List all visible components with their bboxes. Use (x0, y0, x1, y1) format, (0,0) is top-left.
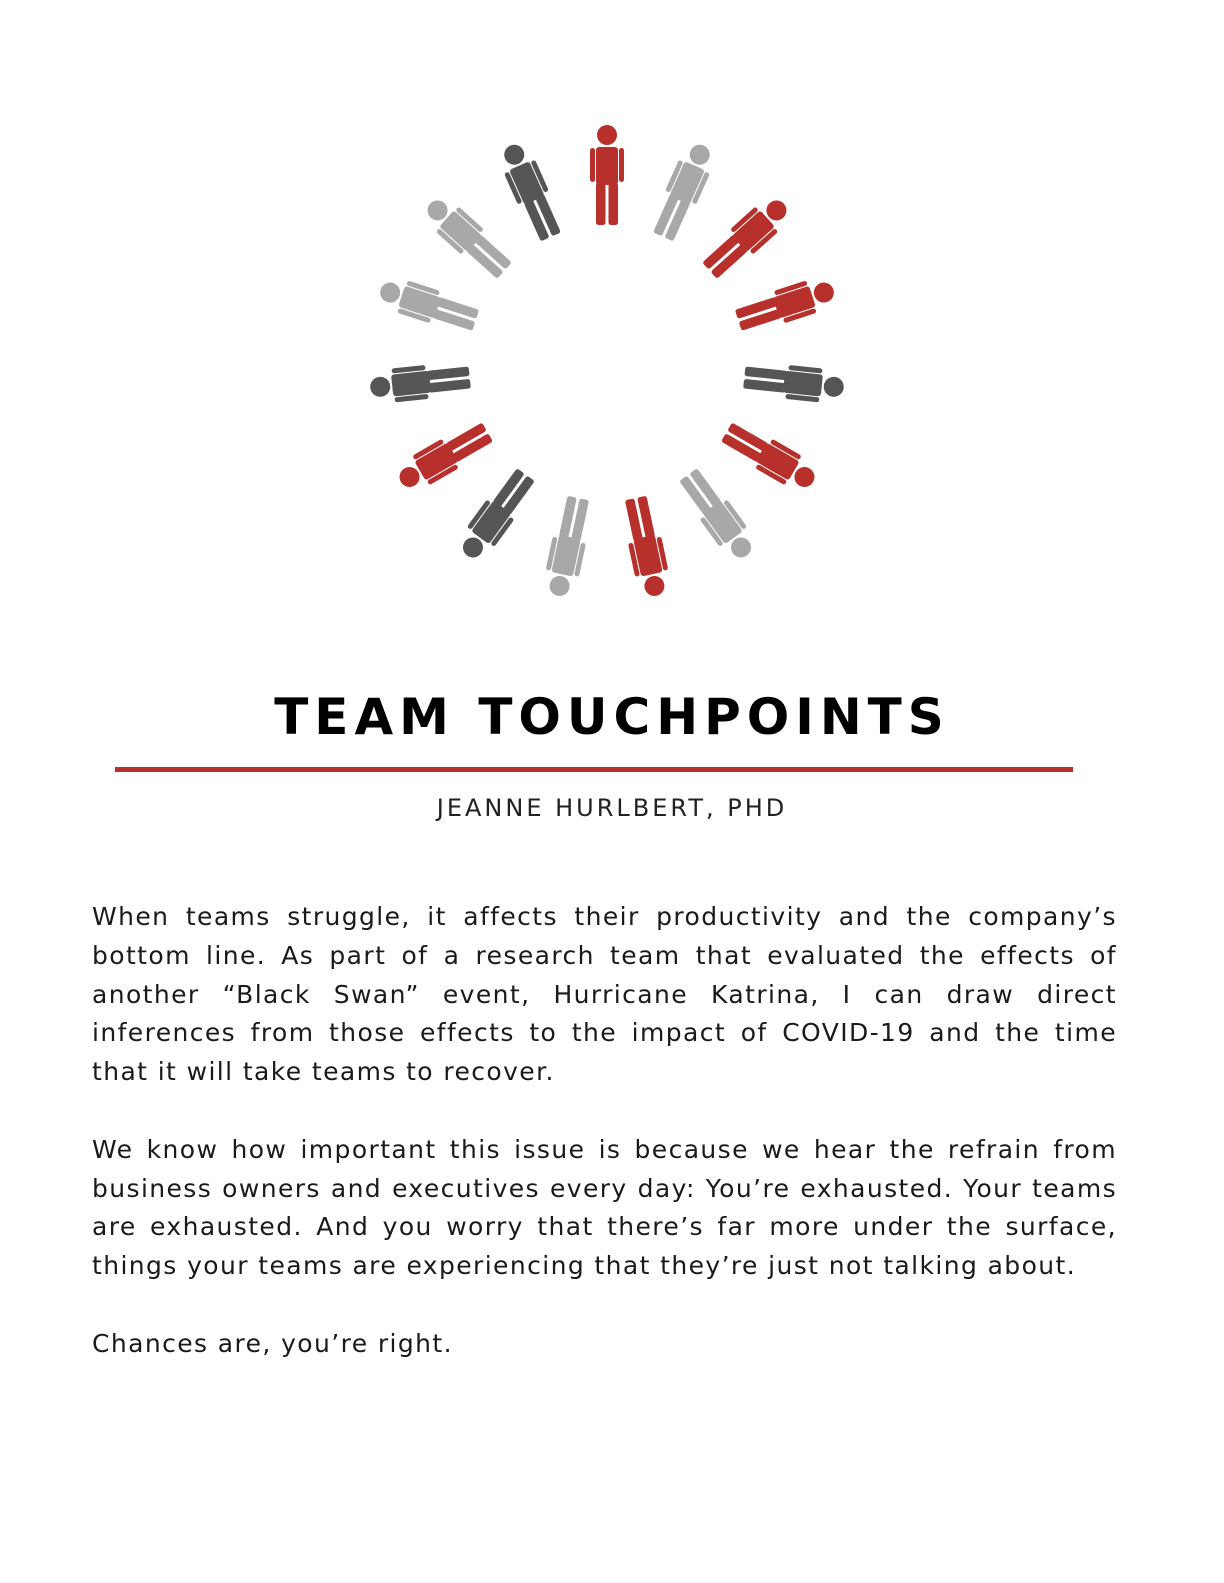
author-name: JEANNE HURLBERT, PHD (436, 794, 788, 822)
person-icon (648, 139, 720, 244)
person-icon (453, 465, 539, 566)
person-icon (369, 361, 472, 405)
title-divider (115, 767, 1073, 772)
person-icon (718, 417, 822, 496)
person-icon (392, 417, 496, 496)
person-icon (742, 361, 845, 405)
person-icon (619, 494, 673, 599)
person-icon (674, 465, 760, 566)
paragraph-3: Chances are, you’re right. (92, 1328, 453, 1358)
person-icon (541, 494, 595, 599)
person-icon (590, 125, 624, 225)
person-icon (419, 191, 516, 283)
person-icon (698, 191, 795, 283)
person-icon (495, 139, 567, 244)
paragraph-2: We know how important this issue is because we hear the refrain from business owners and executives every day: You’re exhausted. Your teams are exhausted. And you worry that there’s far more under the surface, things your teams are experiencing that they’re just not talking about. (92, 1134, 1117, 1281)
body-text (92, 898, 1117, 1402)
paragraph-1: When teams struggle, it affects their productivity and the company’s bottom line. As part of a research team that evaluated the effects of another “Black Swan” event, Hurricane Katrina, I can draw direct inferences from those effects to the impact of COVID-19 and the time that it will take teams to recover. (92, 902, 1117, 1087)
person-icon (733, 273, 839, 336)
person-icon (375, 273, 481, 336)
team-circle-logo (362, 118, 852, 608)
people-circle-icon (362, 118, 852, 608)
document-title: TEAM TOUCHPOINTS (274, 688, 950, 746)
